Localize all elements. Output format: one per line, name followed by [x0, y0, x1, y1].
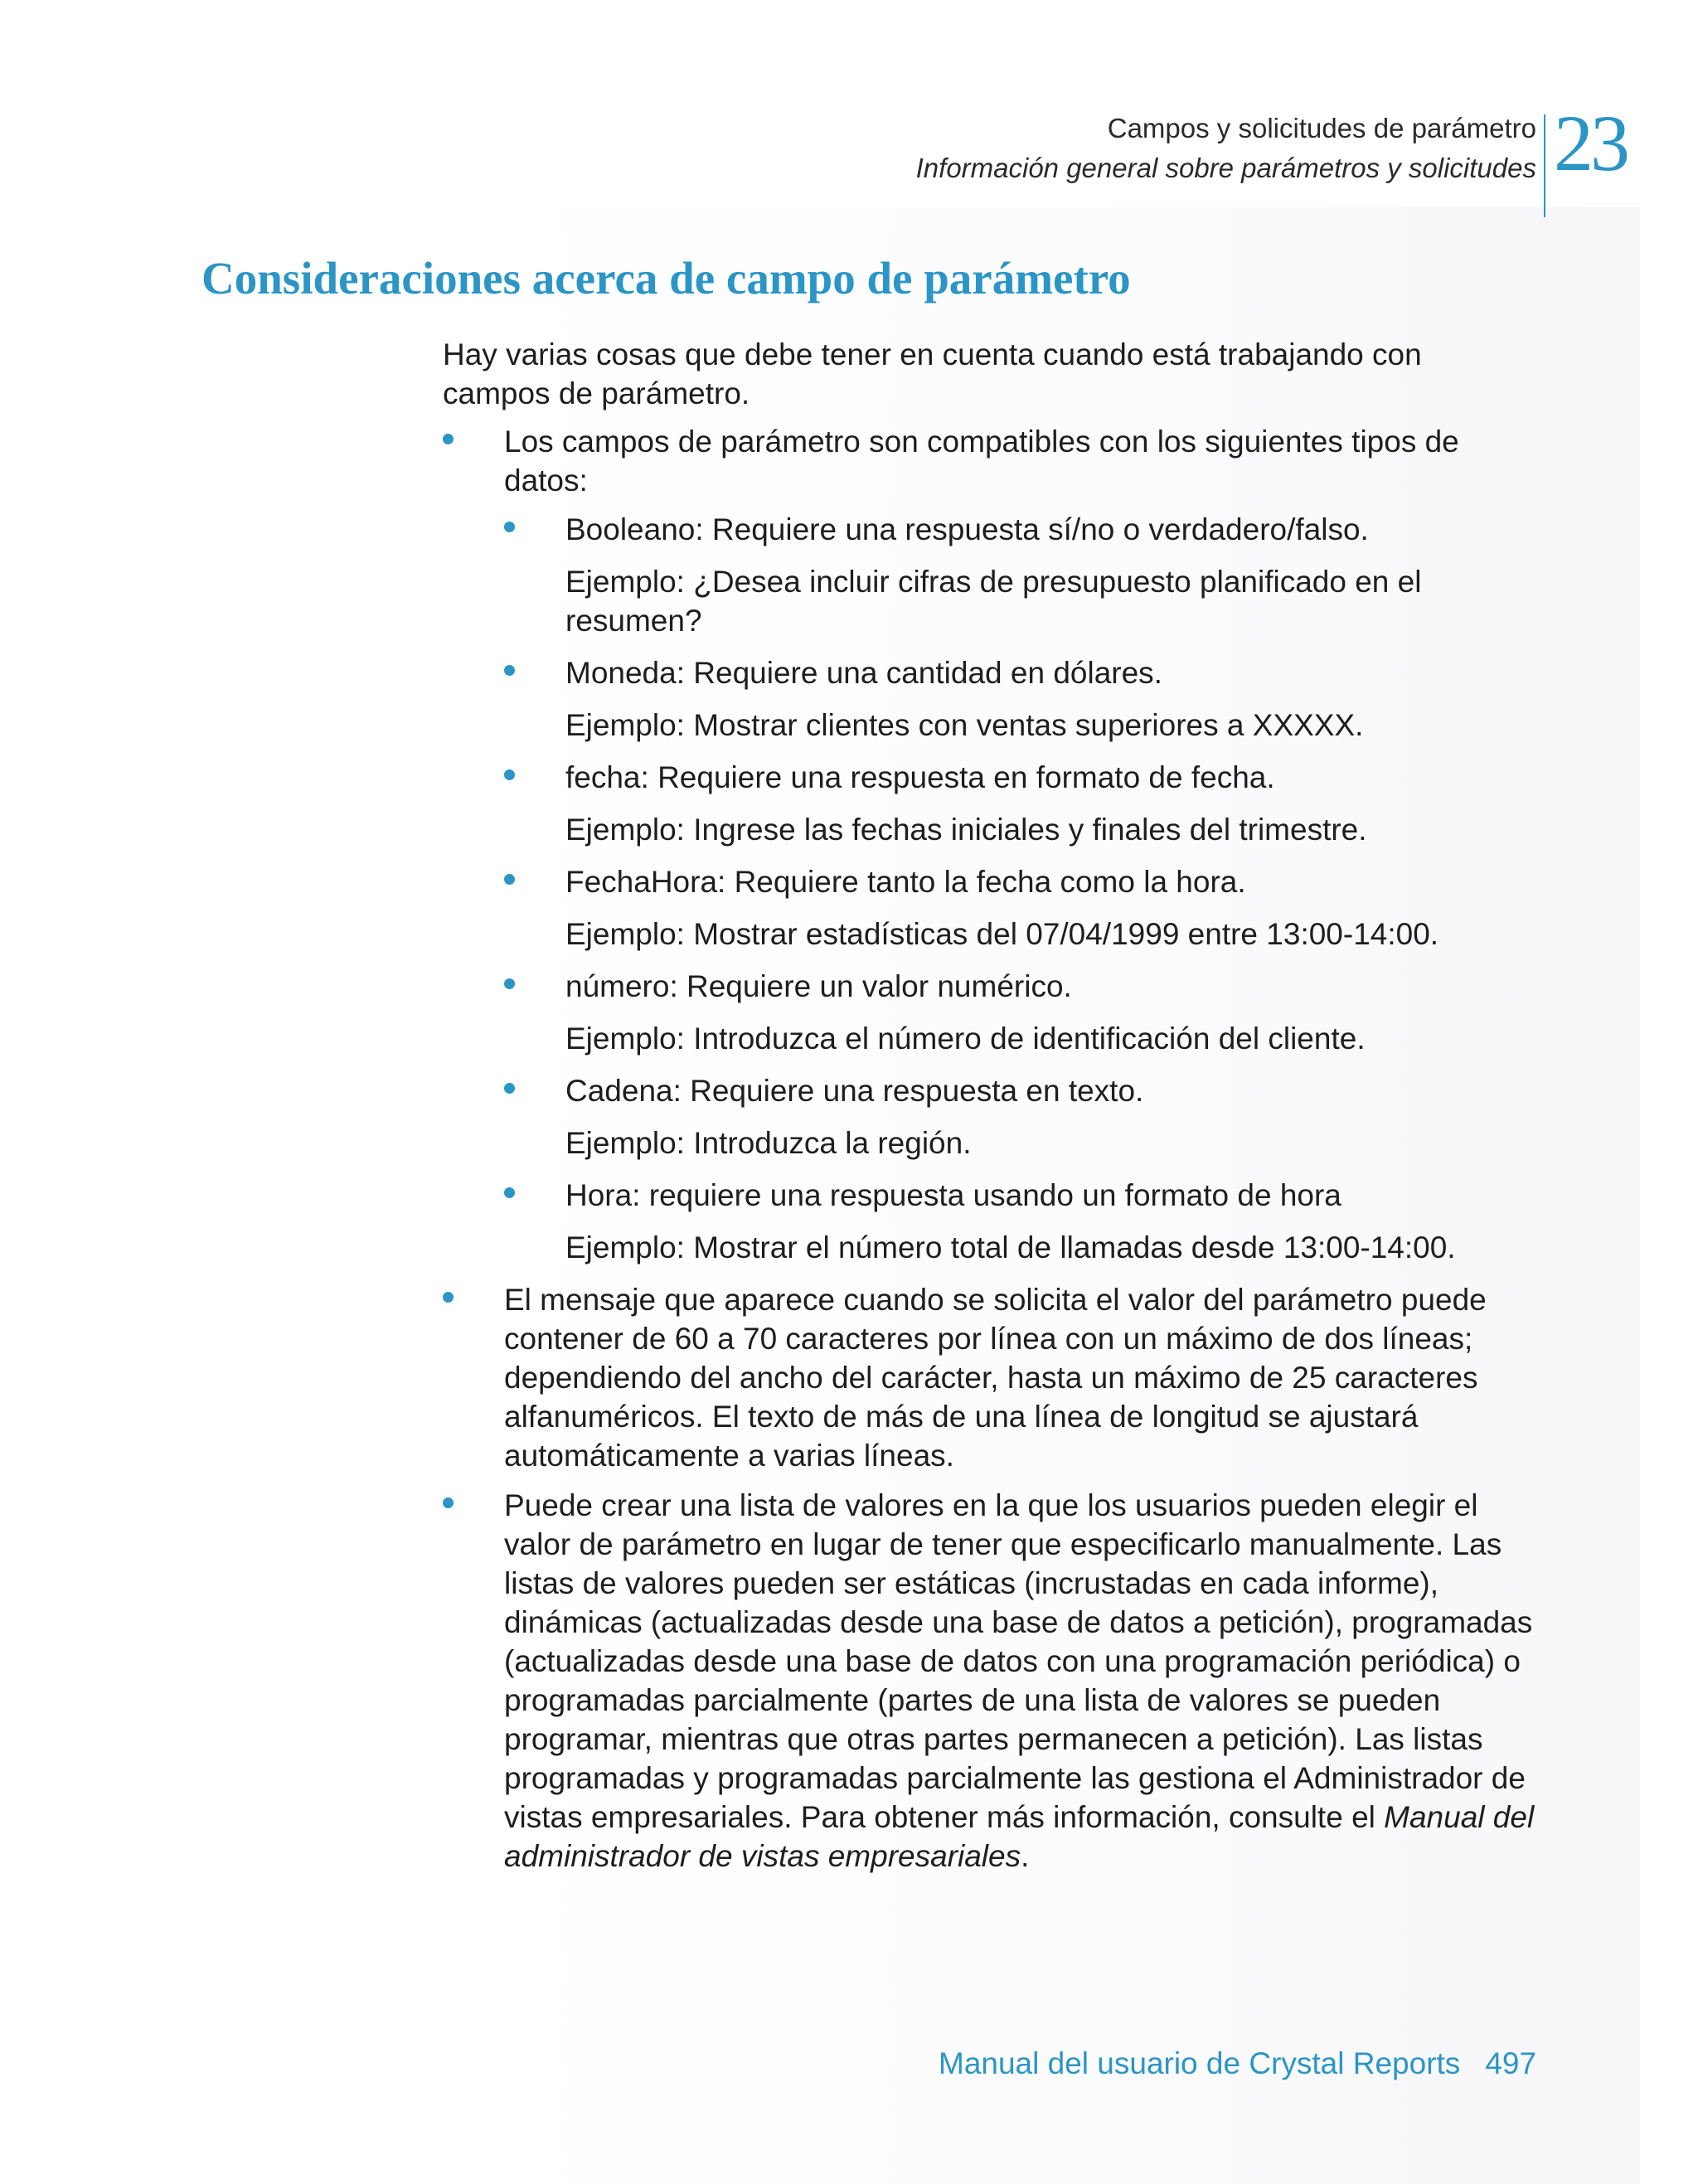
bullet-icon [504, 522, 515, 532]
list-item-list-of-values [443, 1486, 1537, 1876]
running-header [916, 109, 1536, 188]
bullet-icon [443, 1292, 454, 1303]
data-type-text: Cadena: Requiere una respuesta en texto. [565, 1074, 1144, 1108]
bullet-icon [504, 769, 515, 780]
data-type-example: Ejemplo: Mostrar estadísticas del 07/04/1999 entre 13:00-14:00. [565, 917, 1439, 951]
data-type-example: Ejemplo: Mostrar clientes con ventas superiores a XXXXX. [565, 708, 1364, 742]
list-values-text: Puede crear una lista de valores en la que los usuarios pueden elegir el valor de parámetro en lugar de tener que especificarlo manualmente. Las listas de valores pueden ser estáticas (incrustadas en cada informe), dinámicas (actualizadas desde una base de datos a petición), programadas (actualizadas desde una base de datos con una programación periódica) o programadas parcialmente (partes de una lista de valores se pueden programar, mientras que otras partes permanecen a petición). Las listas programadas y programadas parcialmente las gestiona el Administrador de vistas empresariales. Para obtener más información, consulte el [504, 1488, 1533, 1834]
data-type-text: fecha: Requiere una respuesta en formato de fecha. [565, 760, 1275, 794]
list-item-data-types [443, 422, 1537, 1267]
header-divider [1544, 114, 1545, 217]
list-item-prompt-message [443, 1280, 1537, 1475]
bullet-icon [443, 1497, 454, 1508]
bullet-icon [504, 1083, 515, 1094]
bullet-icon [504, 665, 515, 676]
bullet-list [443, 422, 1537, 1876]
list-item-text: Los campos de parámetro son compatibles con los siguientes tipos de datos: [504, 425, 1459, 497]
data-type-text: Moneda: Requiere una cantidad en dólares. [565, 656, 1162, 690]
bullet-icon [504, 978, 515, 989]
data-type-text: Hora: requiere una respuesta usando un formato de hora [565, 1178, 1341, 1212]
data-type-item [504, 510, 1537, 640]
list-item-text [504, 1486, 1537, 1876]
data-type-example: Ejemplo: Ingrese las fechas iniciales y finales del trimestre. [565, 813, 1367, 847]
data-type-example: Ejemplo: Introduzca la región. [565, 1126, 972, 1160]
book-title: Manual del usuario de Crystal Reports [939, 2046, 1461, 2080]
data-type-example: Ejemplo: Mostrar el número total de llamadas desde 13:00-14:00. [565, 1230, 1456, 1264]
data-type-text: Booleano: Requiere una respuesta sí/no o verdadero/falso. [565, 512, 1369, 546]
data-type-item [504, 1071, 1537, 1162]
list-item-text: El mensaje que aparece cuando se solicita el valor del parámetro puede contener de 60 a 70 caracteres por línea con un máximo de dos líneas; dependiendo del ancho del carácter, hasta un máximo de 25 caracteres alfanuméricos. El texto de más de una línea de longitud se ajustará automáticamente a varias líneas. [504, 1283, 1487, 1473]
bullet-icon [504, 1187, 515, 1198]
section-title: Consideraciones acerca de campo de parámetro [201, 253, 1131, 303]
bullet-icon [443, 434, 454, 444]
data-type-item [504, 862, 1537, 954]
intro-paragraph: Hay varias cosas que debe tener en cuenta cuando está trabajando con campos de parámetro. [443, 337, 1422, 410]
data-type-text: FechaHora: Requiere tanto la fecha como la hora. [565, 865, 1246, 899]
manual-reference: Manual del administrador de vistas empresariales [504, 1800, 1535, 1873]
data-type-item [504, 1176, 1537, 1267]
list-values-end: . [1021, 1839, 1030, 1873]
page-footer [939, 2043, 1536, 2085]
main-content [443, 335, 1537, 1886]
section-subtitle: Información general sobre parámetros y solicitudes [915, 153, 1536, 183]
data-type-item [504, 653, 1537, 745]
data-type-example: Ejemplo: Introduzca el número de identificación del cliente. [565, 1022, 1366, 1056]
data-type-item [504, 967, 1537, 1058]
data-type-text: número: Requiere un valor numérico. [565, 969, 1072, 1003]
bullet-icon [504, 874, 515, 885]
data-type-list [504, 510, 1537, 1267]
chapter-number: 23 [1554, 99, 1627, 187]
page-number: 497 [1485, 2046, 1537, 2080]
chapter-title: Campos y solicitudes de parámetro [1107, 113, 1536, 143]
data-type-item [504, 758, 1537, 849]
data-type-example: Ejemplo: ¿Desea incluir cifras de presupuesto planificado en el resumen? [565, 565, 1422, 638]
